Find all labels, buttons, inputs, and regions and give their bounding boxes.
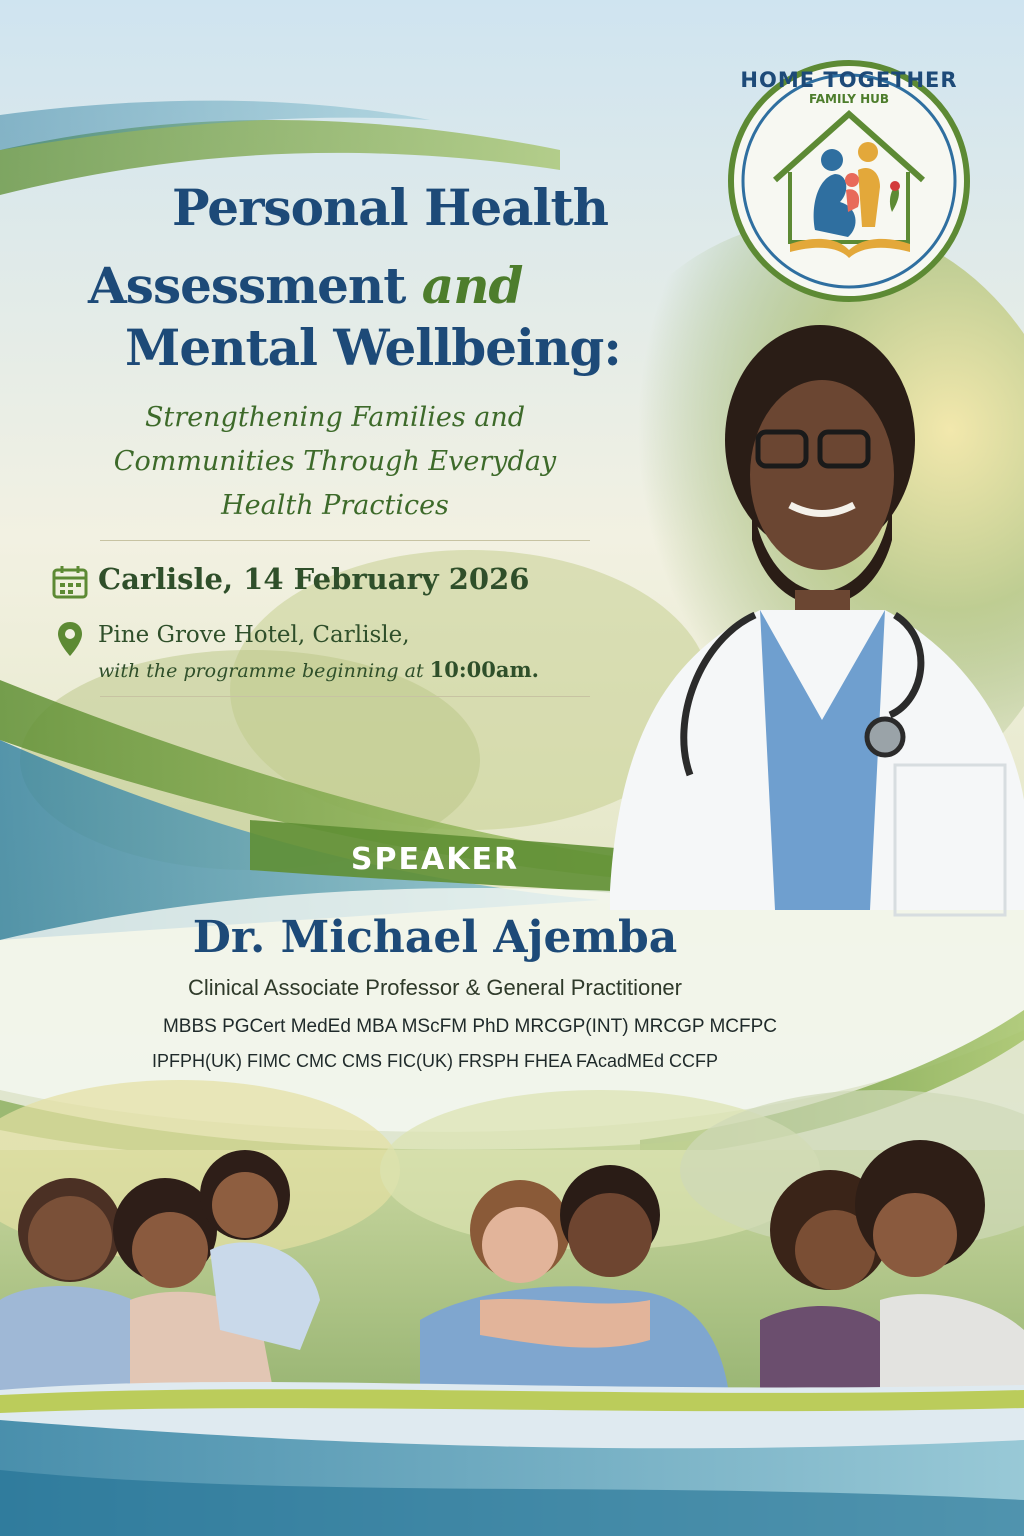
calendar-icon [52, 565, 88, 599]
logo-name: HOME TOGETHER [740, 68, 958, 92]
event-time: 10:00am. [429, 657, 539, 682]
title-line-2 [88, 256, 523, 315]
speaker-label: SPEAKER [350, 842, 520, 877]
event-time-line [98, 657, 539, 682]
event-venue: Pine Grove Hotel, Carlisle, [98, 622, 410, 648]
divider-2 [100, 696, 590, 697]
title-line-3: Mental Wellbeing: [125, 318, 621, 377]
logo-tagline: FAMILY HUB [808, 92, 890, 106]
title-line-2-main: Assessment [88, 256, 406, 315]
subtitle-line-3: Health Practices [221, 490, 449, 521]
location-pin-icon [56, 620, 84, 658]
subtitle-line-2: Communities Through Everyday [113, 446, 557, 477]
speaker-name: Dr. Michael Ajemba [192, 912, 678, 963]
speaker-role: Clinical Associate Professor & General Practitioner [188, 975, 682, 1000]
speaker-credentials-line-2: IPFPH(UK) FIMC CMC CMS FIC(UK) FRSPH FHEA FAcadMEd CCFP [151, 1051, 719, 1071]
event-date: Carlisle, 14 February 2026 [98, 562, 530, 596]
title-line-1: Personal Health [172, 178, 608, 237]
event-time-lead: with the programme beginning at [98, 660, 424, 682]
subtitle [40, 396, 630, 528]
title-connector: and [421, 256, 523, 315]
subtitle-line-1: Strengthening Families and [144, 402, 526, 433]
divider [100, 540, 590, 541]
speaker-credentials-line-1: MBBS PGCert MedEd MBA MScFM PhD MRCGP(INT) MRCGP MCFPC [162, 1016, 778, 1037]
